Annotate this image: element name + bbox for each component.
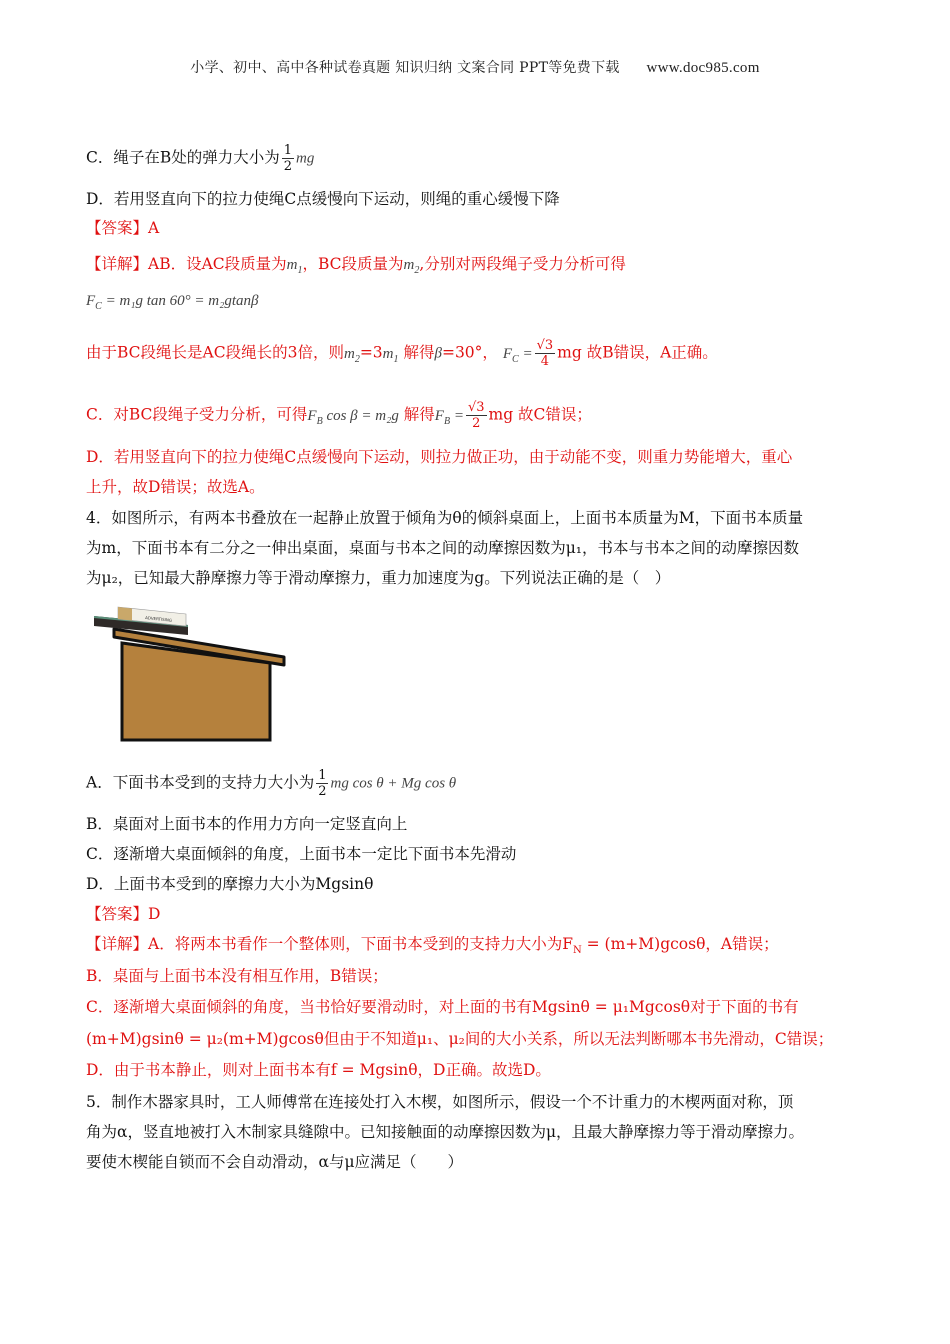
q4-detail-c-2: (m+M)gsinθ = μ₂(m+M)gcosθ但由于不知道μ₁、μ₂间的大小关系，所以无法判断哪本书先滑动，C错误； [86,1030,834,1048]
q4-option-d: D．上面书本受到的摩擦力大小为Mgsinθ [86,875,374,893]
prev-detail-d-1: D．若用竖直向下的拉力使绳C点缓慢向下运动，则拉力做正功，由于动能不变，则重力势能增大，重心 [86,448,793,466]
q4-detail-a: 【详解】A．将两本书看作一个整体则，下面书本受到的支持力大小为$F_N = (m+M)gcos\theta$，A错误； [86,935,779,957]
prev-ratio-line: 由于BC段绳长是AC段绳长的3倍，则$m_2=3m_1$ 解得β=30°， $F_C$ = $\frac{√3}{4}$ mg 故B错误，A正确。 [86,338,718,369]
prev-detail-ab: 【详解】AB．设AC段质量为$m_1$，BC段质量为$m_2$,分别对两段绳子受力分析可得 [86,255,626,276]
page-header [0,57,950,77]
desk-illustration [90,605,300,745]
q4-detail-c-1: C．逐渐增大桌面倾斜的角度，当书恰好要滑动时，对上面的书有Mgsinθ = μ₁Mgcosθ对于下面的书有 [86,998,799,1016]
q4-option-c: C．逐渐增大桌面倾斜的角度，上面书本一定比下面书本先滑动 [86,845,517,863]
prev-detail-d-2: 上升，故D错误；故选A。 [86,478,265,496]
header-text: 小学、初中、高中各种试卷真题 知识归纳 文案合同 PPT等免费下载 [190,60,620,76]
q4-detail-b: B．桌面与上面书本没有相互作用，B错误； [86,967,388,985]
prev-option-c: C．绳子在B处的弹力大小为 $\frac{1}{2}$ mg [86,143,315,174]
q4-stem-2: 为m，下面书本有二分之一伸出桌面，桌面与书本之间的动摩擦因数为μ₁，书本与书本之间的动摩擦因数 [86,539,799,557]
prev-option-d: D．若用竖直向下的拉力使绳C点缓慢向下运动，则绳的重心缓慢下降 [86,190,560,208]
q5-stem-1: 5．制作木器家具时，工人师傅常在连接处打入木楔，如图所示，假设一个不计重力的木楔两面对称，顶 [86,1093,794,1111]
book-spine-label: ADVERTISING [144,615,173,623]
q4-stem-1: 4．如图所示，有两本书叠放在一起静止放置于倾角为θ的倾斜桌面上，上面书本质量为M，下面书本质量 [86,509,804,527]
q4-detail-d: D．由于书本静止，则对上面书本有f = Mgsinθ，D正确。故选D。 [86,1061,551,1079]
q5-stem-3: 要使木楔能自锁而不会自动滑动，α与μ应满足（ ） [86,1153,464,1171]
q5-stem-2: 角为α，竖直地被打入木制家具缝隙中。已知接触面的动摩擦因数为μ，且最大静摩擦力等于滑动摩擦力。 [86,1123,805,1141]
q4-answer: 【答案】D [86,905,161,923]
prev-equation-fc: $F_C = m_1g$ tan 60° = m₂gtanβ [86,293,259,312]
header-url[interactable]: www.doc985.com [646,60,760,76]
books-on-desk-figure [90,605,300,749]
q4-option-a: A．下面书本受到的支持力大小为 $\frac{1}{2}$ mg cos θ + Mg cos θ [86,768,457,799]
q4-option-b: B．桌面对上面书本的作用力方向一定竖直向上 [86,815,408,833]
prev-detail-c: C．对BC段绳子受力分析，可得$F_B$ cos β = m₂g 解得$F_B$ = $\frac{√3}{2}$ mg 故C错误； [86,400,592,431]
q4-stem-3: 为μ₂，已知最大静摩擦力等于滑动摩擦力，重力加速度为g。下列说法正确的是（ ） [86,569,671,587]
prev-answer: 【答案】A [86,219,160,237]
